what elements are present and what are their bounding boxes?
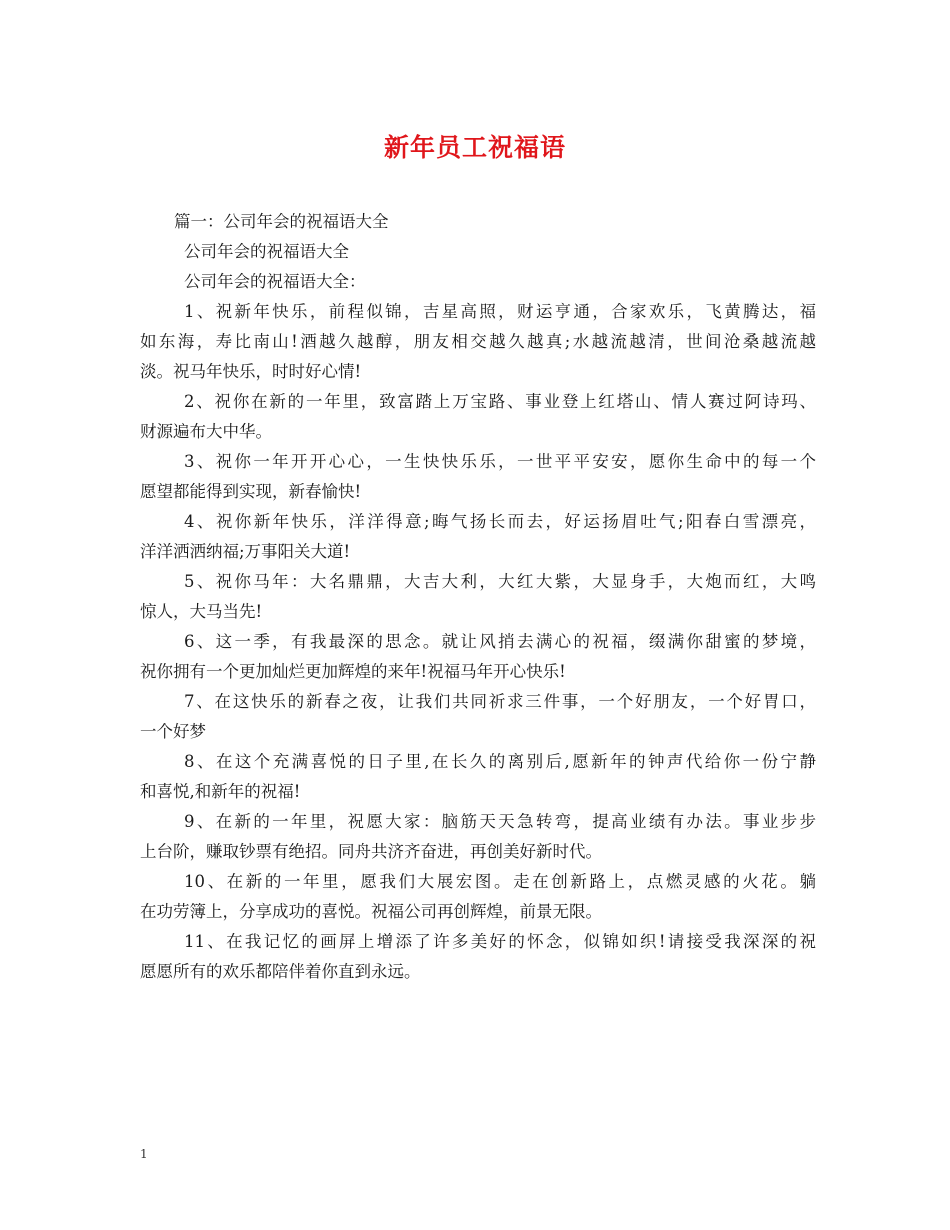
paragraph-10	[140, 867, 816, 927]
document-body	[140, 207, 816, 987]
paragraph-5	[140, 567, 816, 627]
paragraph-7	[140, 687, 816, 747]
paragraph-9	[140, 807, 816, 867]
paragraph-line: 4、祝你新年快乐，洋洋得意;晦气扬长而去，好运扬眉吐气;阳春白雪漂亮，	[184, 512, 816, 531]
paragraph-line: 愿愿所有的欢乐都陪伴着你直到永远。	[140, 962, 421, 981]
paragraph-line: 洋洋洒洒纳福;万事阳关大道!	[140, 542, 351, 561]
paragraph-11	[140, 927, 816, 987]
paragraph-line: 9、在新的一年里，祝愿大家：脑筋天天急转弯，提高业绩有办法。事业步步	[184, 812, 816, 831]
paragraph-line: 1、祝新年快乐，前程似锦，吉星高照，财运亨通，合家欢乐，飞黄腾达，福	[184, 302, 816, 321]
paragraph-line: 10、在新的一年里，愿我们大展宏图。走在创新路上，点燃灵感的火花。躺	[184, 872, 816, 891]
paragraph-line: 7、在这快乐的新春之夜，让我们共同祈求三件事，一个好朋友，一个好胃口，	[184, 692, 816, 711]
paragraph-line: 和喜悦,和新年的祝福!	[140, 782, 301, 801]
paragraph-8	[140, 747, 816, 807]
paragraph-line: 淡。祝马年快乐，时时好心情!	[140, 362, 362, 381]
paragraph-line: 上台阶，赚取钞票有绝招。同舟共济齐奋进，再创美好新时代。	[140, 842, 602, 861]
paragraph-line: 祝你拥有一个更加灿烂更加辉煌的来年!祝福马年开心快乐!	[140, 662, 566, 681]
paragraph-1	[140, 297, 816, 387]
section-heading: 篇一：公司年会的祝福语大全	[174, 212, 389, 231]
paragraph-line: 在功劳簿上，分享成功的喜悦。祝福公司再创辉煌，前景无限。	[140, 902, 602, 921]
paragraph-line: 5、祝你马年：大名鼎鼎，大吉大利，大红大紫，大显身手，大炮而红，大鸣	[184, 572, 816, 591]
paragraph-line: 6、这一季，有我最深的思念。就让风捎去满心的祝福，缀满你甜蜜的梦境，	[184, 632, 816, 651]
paragraph-line: 财源遍布大中华。	[140, 422, 272, 441]
subsection-heading: 公司年会的祝福语大全	[184, 242, 349, 261]
page-number: 1	[140, 1147, 148, 1161]
list-intro: 公司年会的祝福语大全：	[184, 272, 366, 291]
paragraph-line: 8、在这个充满喜悦的日子里,在长久的离别后,愿新年的钟声代给你一份宁静	[184, 752, 816, 771]
paragraph-3	[140, 447, 816, 507]
paragraph-4	[140, 507, 816, 567]
paragraph-line: 2、祝你在新的一年里，致富踏上万宝路、事业登上红塔山、情人赛过阿诗玛、	[184, 392, 816, 411]
paragraph-line: 如东海，寿比南山!酒越久越醇，朋友相交越久越真;水越流越清，世间沧桑越流越	[140, 332, 816, 351]
paragraph-line: 3、祝你一年开开心心，一生快快乐乐，一世平平安安，愿你生命中的每一个	[184, 452, 816, 471]
paragraph-2	[140, 387, 816, 447]
paragraph-line: 11、在我记忆的画屏上增添了许多美好的怀念，似锦如织!请接受我深深的祝	[184, 932, 816, 951]
document-title: 新年员工祝福语	[383, 133, 566, 162]
paragraph-6	[140, 627, 816, 687]
paragraph-line: 惊人，大马当先!	[140, 602, 263, 621]
paragraph-line: 一个好梦	[140, 722, 206, 741]
paragraph-line: 愿望都能得到实现，新春愉快!	[140, 482, 362, 501]
